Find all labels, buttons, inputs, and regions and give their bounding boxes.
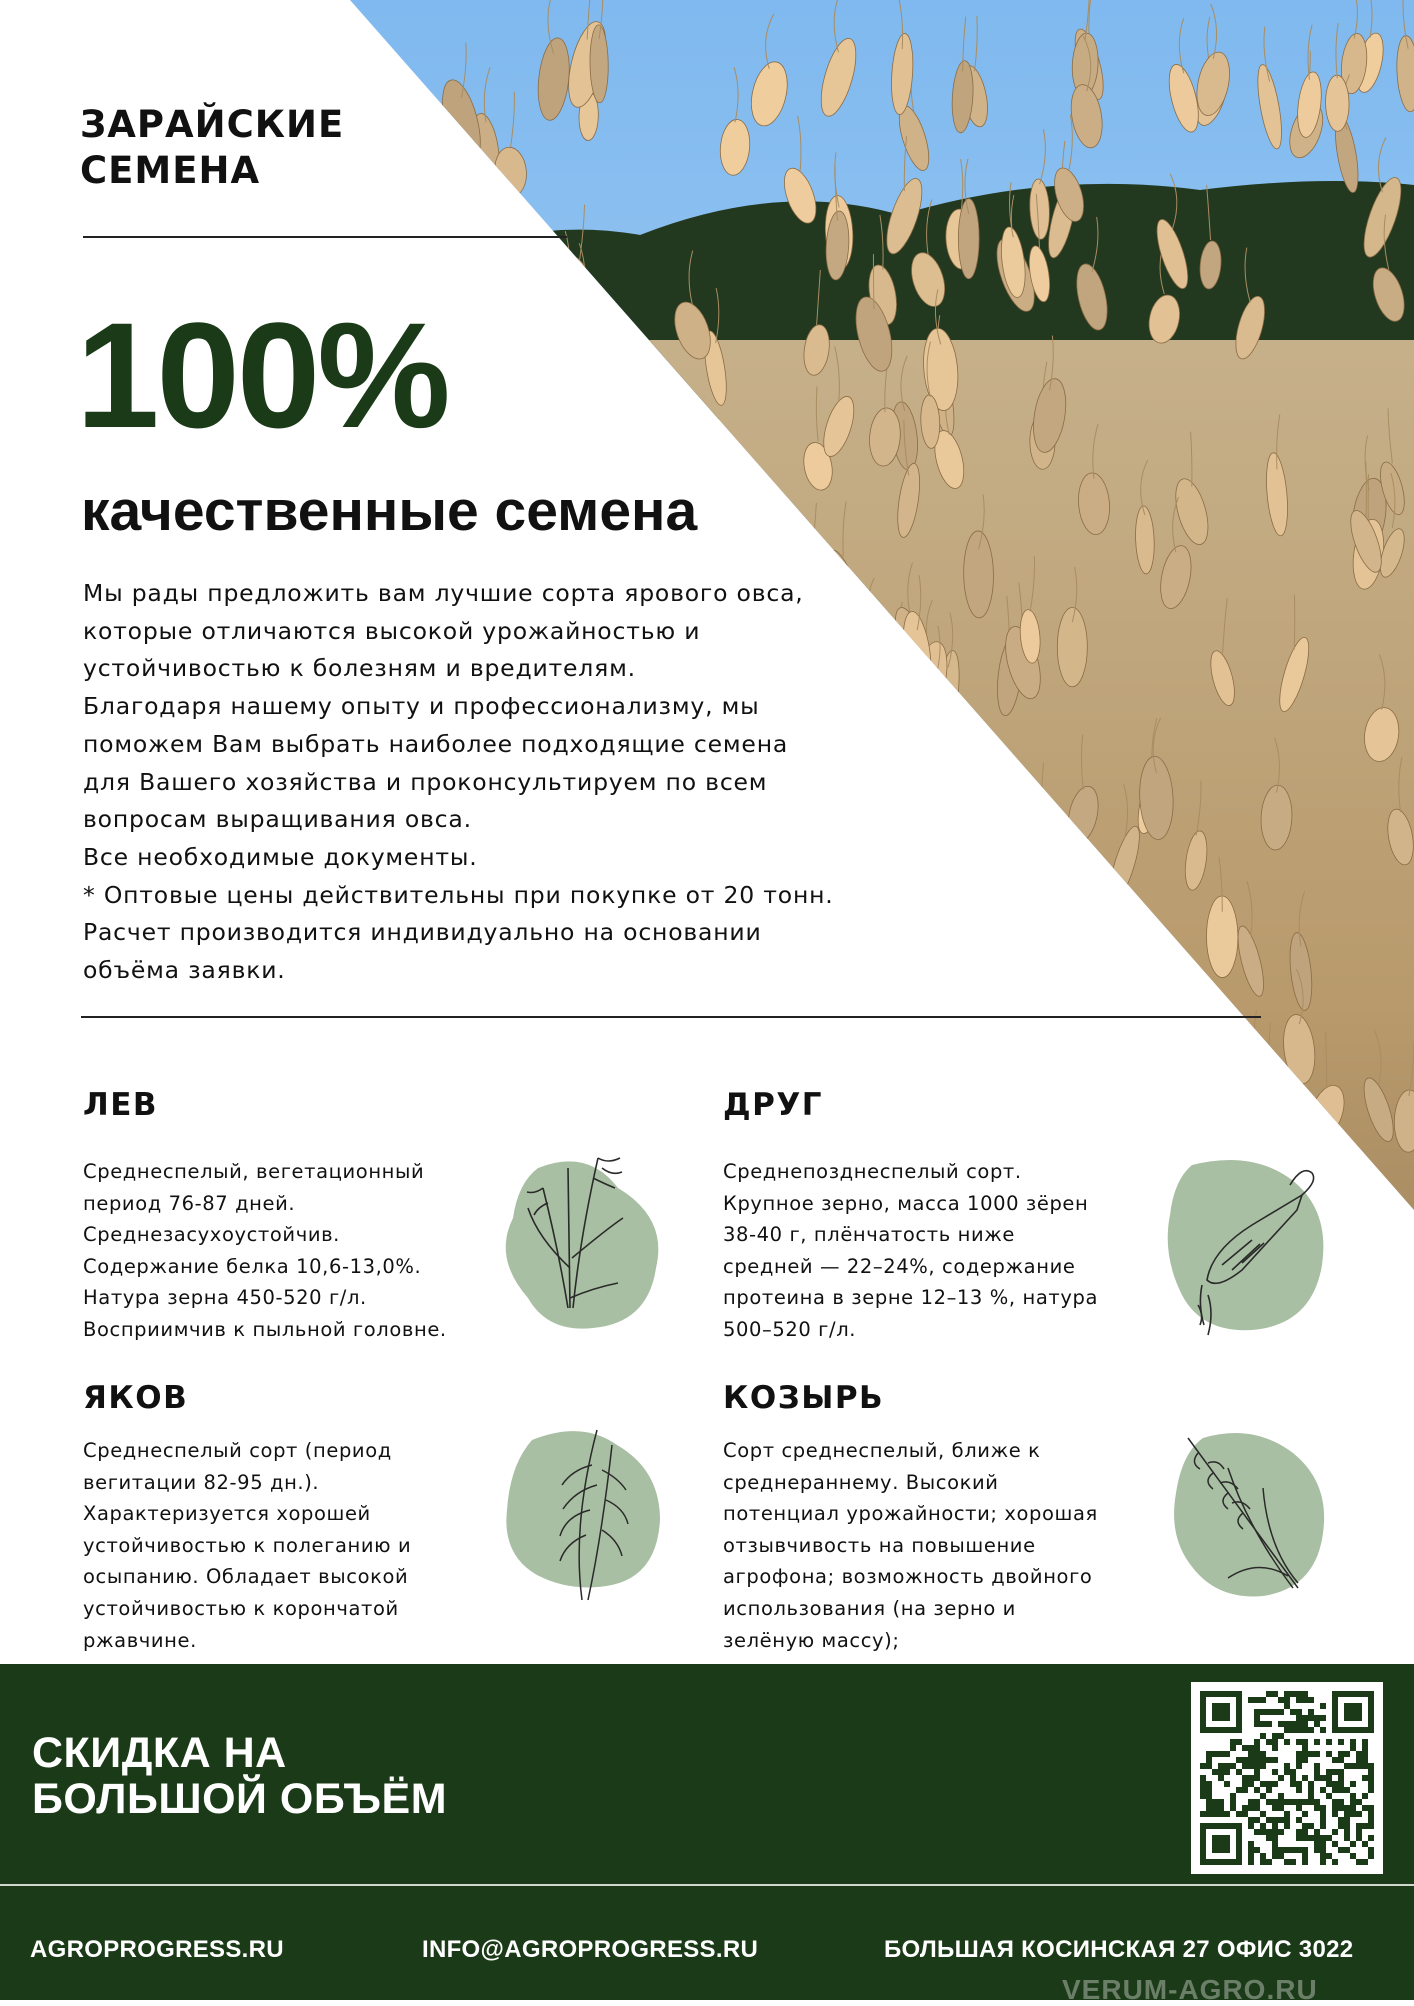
intro-line: поможем Вам выбрать наиболее подходящие семена (83, 729, 789, 758)
variety-text-line: Крупное зерно, масса 1000 зёрен (723, 1191, 1089, 1215)
variety-text-line: осыпанию. Обладает высокой (83, 1565, 409, 1589)
variety-text-line: Среднеспелый сорт (период (83, 1439, 392, 1462)
variety-text-line: устойчивостью к корончатой (83, 1596, 399, 1620)
intro-paragraph (83, 575, 883, 990)
variety-description-kozyr (723, 1435, 1123, 1656)
variety-title-drug: ДРУГ (723, 1087, 823, 1123)
email-link[interactable]: INFO@AGROPROGRESS.RU (422, 1936, 759, 1963)
intro-line: вопросам выращивания овса. (83, 805, 472, 834)
variety-text-line: устойчивостью к полеганию и (83, 1533, 412, 1557)
variety-text-line: Восприимчив к пыльной головне. (83, 1317, 447, 1341)
footer (0, 1664, 1414, 2005)
intro-line: Мы рады предложить вам лучшие сорта ярового овса, (83, 579, 804, 607)
variety-text-line: Среднеспелый, вегетационный (83, 1160, 425, 1183)
variety-text-line: 38-40 г, плёнчатость ниже (723, 1223, 1015, 1247)
promo-line-1: СКИДКА НА (32, 1729, 287, 1777)
brand-name (80, 102, 344, 194)
variety-text-line: отзывчивость на повышение (723, 1533, 1036, 1557)
variety-description-lev (83, 1156, 483, 1346)
variety-text-line: Среднезасухоустойчив. (83, 1223, 340, 1247)
hero-percent: 100% (76, 291, 448, 459)
variety-text-line: Среднепозднеспелый сорт. (723, 1160, 1022, 1183)
promo-line-2: БОЛЬШОЙ ОБЪЁМ (32, 1775, 448, 1823)
grain-scoop-icon (1162, 1155, 1337, 1355)
promo-heading (32, 1730, 447, 1822)
variety-text-line: агрофона; возможность двойного (723, 1565, 1093, 1589)
oat-sprig-icon (502, 1425, 667, 1610)
variety-text-line: протеина в зерне 12–13 %, натура (723, 1286, 1098, 1310)
intro-line: которые отличаются высокой урожайностью и (83, 616, 701, 645)
brand-divider (83, 236, 567, 238)
brand-line-1: ЗАРАЙСКИЕ (80, 103, 345, 146)
hero-headline: качественные семена (81, 479, 698, 543)
intro-line: объёма заявки. (83, 956, 286, 985)
intro-line: устойчивостью к болезням и вредителям. (83, 654, 636, 683)
watermark-text: VERUM-AGRO.RU (1062, 1974, 1318, 2005)
variety-text-line: Сорт среднеспелый, ближе к (723, 1439, 1041, 1462)
variety-text-line: потенциал урожайности; хорошая (723, 1502, 1098, 1526)
variety-text-line: Характеризуется хорошей (83, 1502, 371, 1526)
address-text: БОЛЬШАЯ КОСИНСКАЯ 27 ОФИС 3022 (884, 1936, 1354, 1963)
oat-plant-icon (498, 1148, 668, 1343)
intro-line: Благодаря нашему опыту и профессионализму, мы (83, 692, 760, 721)
brand-line-2: СЕМЕНА (80, 149, 261, 192)
variety-text-line: Натура зерна 450-520 г/л. (83, 1286, 367, 1310)
website-link[interactable]: AGROPROGRESS.RU (30, 1936, 284, 1963)
variety-text-line: 500–520 г/л. (723, 1317, 857, 1341)
intro-line: для Вашего хозяйства и проконсультируем по всем (83, 767, 768, 796)
variety-description-drug (723, 1156, 1123, 1346)
variety-title-yakov: ЯКОВ (83, 1380, 189, 1416)
variety-text-line: Содержание белка 10,6-13,0%. (83, 1254, 422, 1278)
variety-text-line: ржавчине. (83, 1628, 197, 1652)
intro-line: Все необходимые документы. (83, 842, 478, 871)
footer-divider (0, 1884, 1414, 1886)
variety-description-yakov (83, 1435, 483, 1656)
intro-line: Расчет производится индивидуально на основании (83, 918, 762, 947)
variety-text-line: среднераннему. Высокий (723, 1470, 999, 1494)
variety-text-line: период 76-87 дней. (83, 1191, 296, 1215)
wheat-bundle-icon (1168, 1428, 1333, 1608)
variety-title-kozyr: КОЗЫРЬ (723, 1380, 885, 1416)
variety-title-lev: ЛЕВ (83, 1087, 159, 1123)
variety-text-line: средней — 22–24%, содержание (723, 1254, 1076, 1278)
variety-text-line: вегитации 82-95 дн.). (83, 1470, 320, 1494)
intro-line: * Оптовые цены действительны при покупке от 20 тонн. (83, 880, 834, 909)
variety-text-line: использования (на зерно и (723, 1596, 1016, 1620)
qr-code[interactable] (1191, 1682, 1383, 1874)
section-divider (81, 1016, 1261, 1018)
variety-text-line: зелёную массу); (723, 1628, 900, 1652)
